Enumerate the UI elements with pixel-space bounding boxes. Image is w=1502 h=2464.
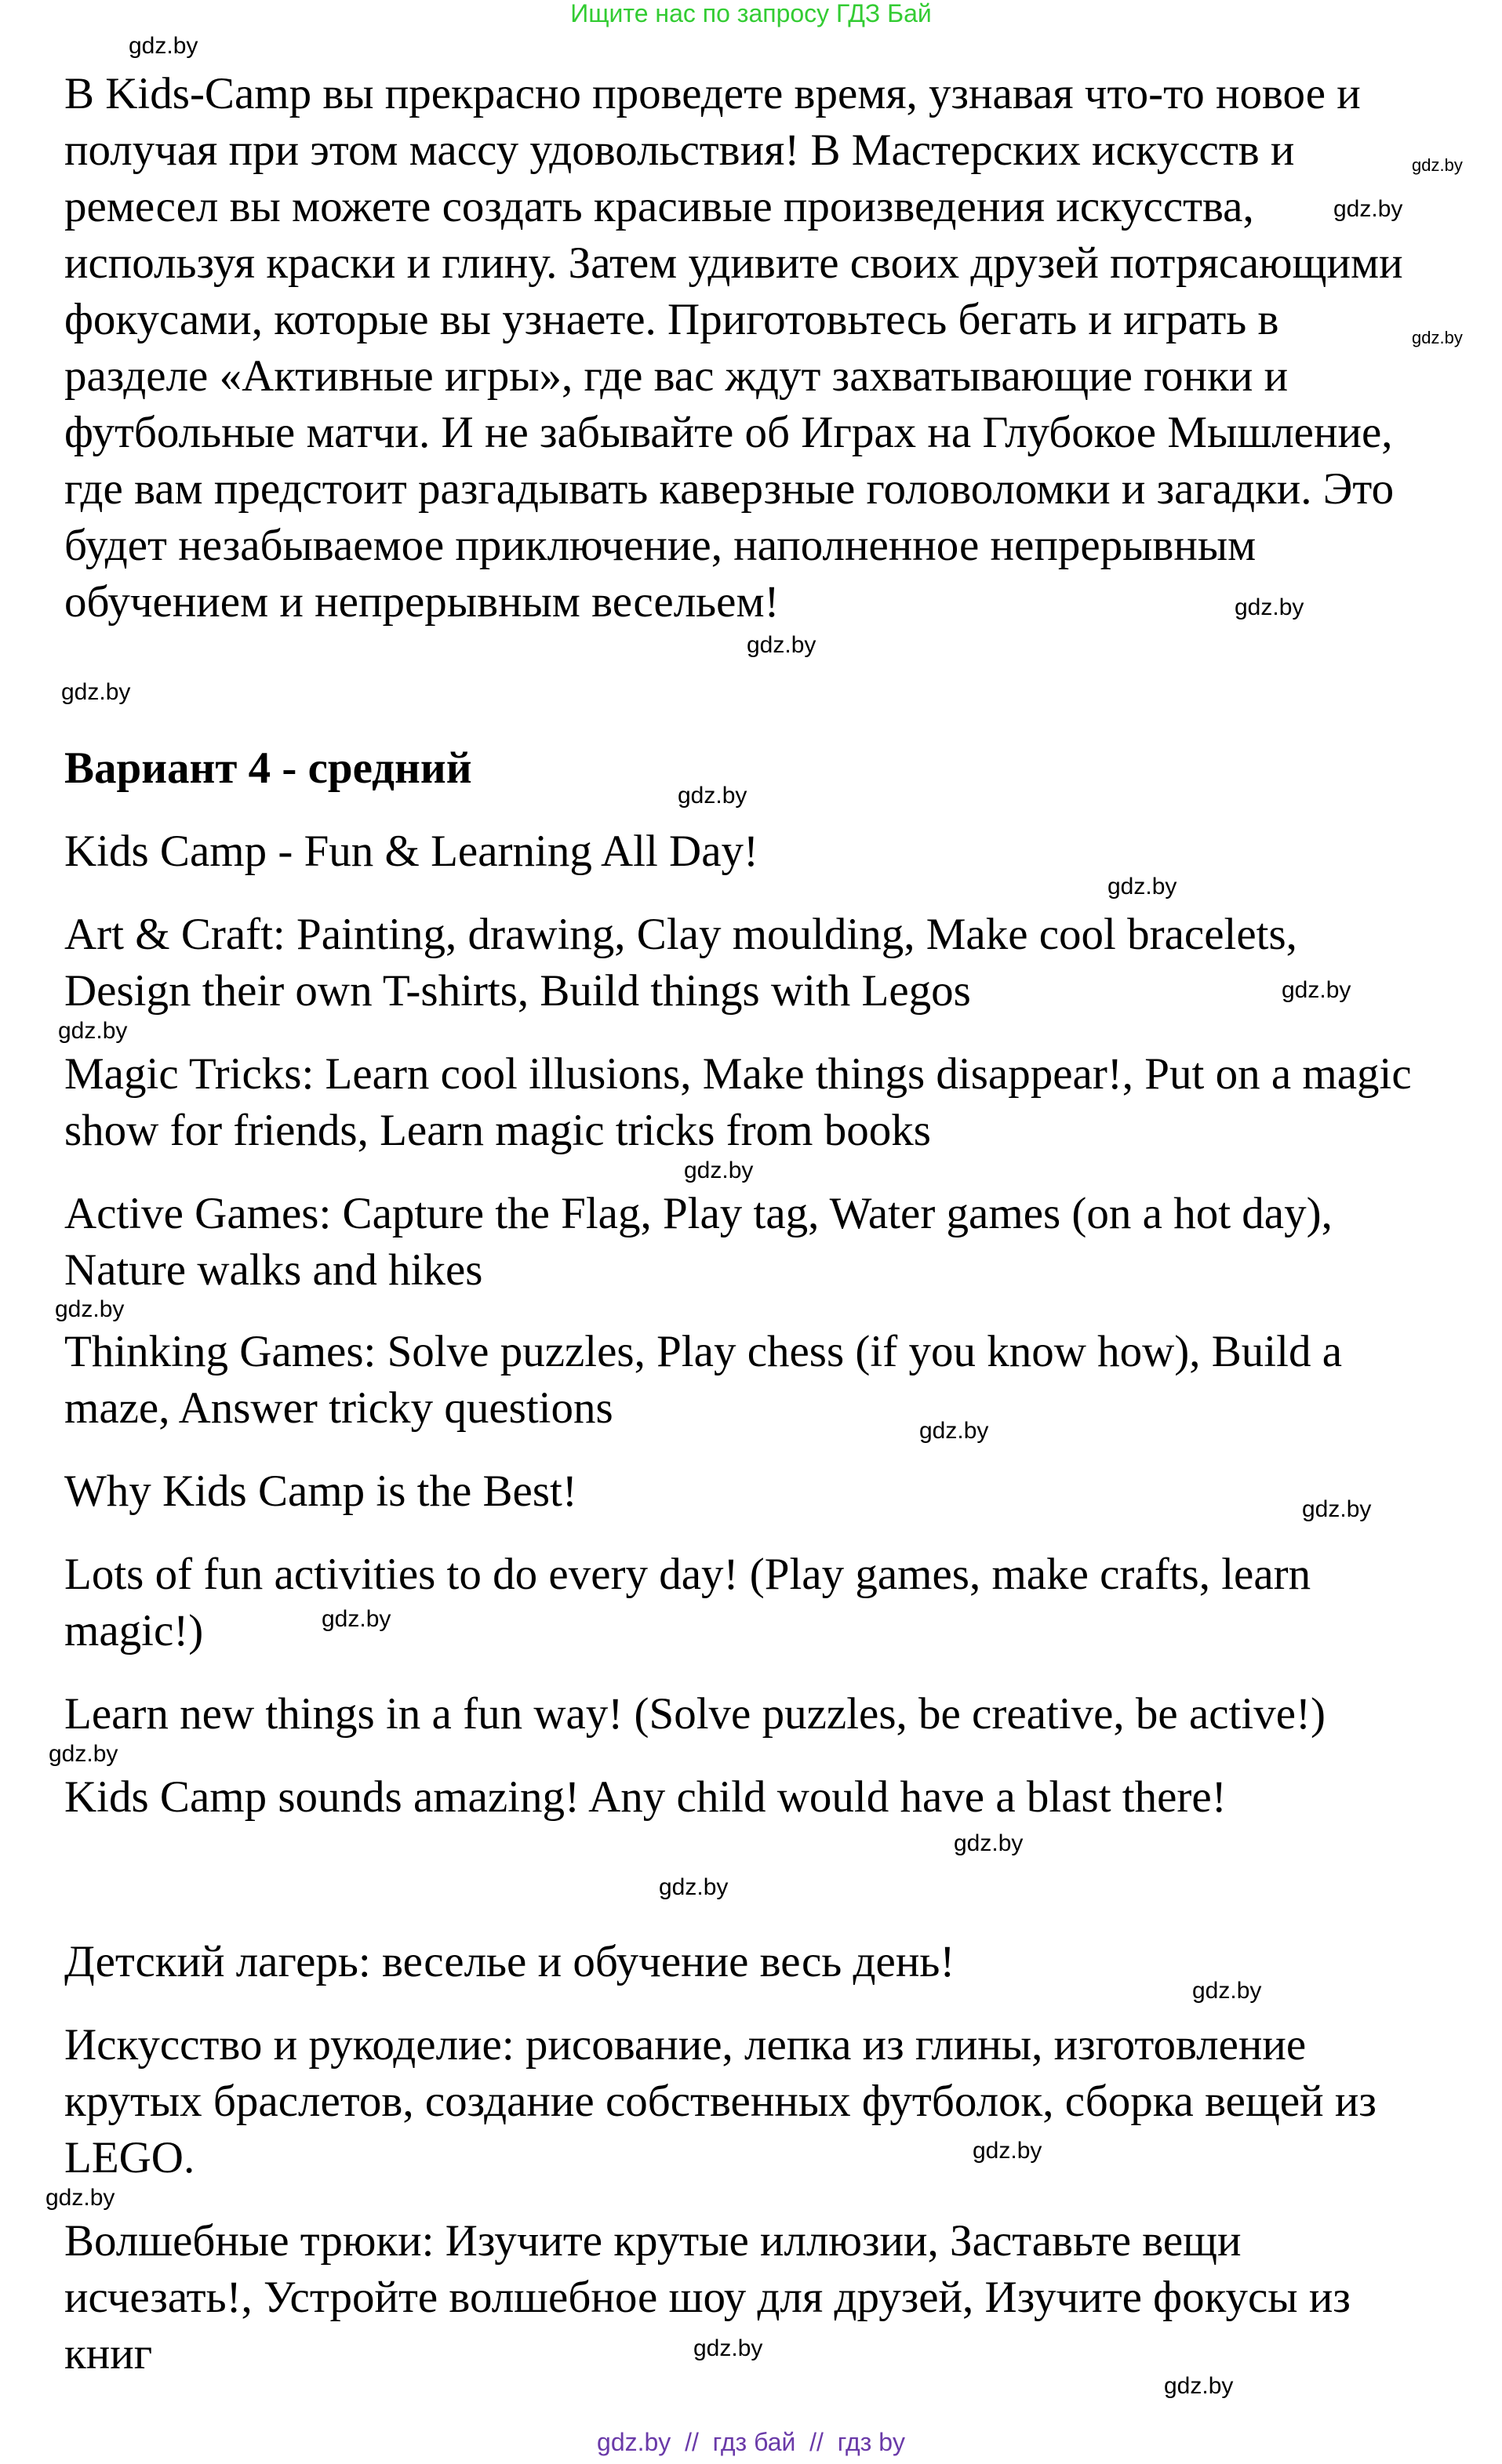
art-craft-line: Design their own T-shirts, Build things with Legos [64,966,971,1016]
watermark: gdz.by [45,2185,115,2211]
russian-magic-line: книг [64,2329,153,2379]
watermark: gdz.by [129,33,198,59]
text-line: используя краски и глину. Затем удивите своих друзей потрясающими [64,238,1403,288]
watermark: gdz.by [1333,196,1403,222]
watermark: gdz.by [1302,1496,1372,1522]
text-line: фокусами, которые вы узнаете. Приготовьтесь бегать и играть в [64,295,1279,344]
text-line: ремесел вы можете создать красивые произведения искусства, [64,182,1254,231]
watermark: gdz.by [919,1418,989,1444]
top-banner[interactable]: Ищите нас по запросу ГДЗ Бай [570,0,932,27]
magic-tricks-line: show for friends, Learn magic tricks from books [64,1106,931,1155]
watermark: gdz.by [1235,594,1304,620]
watermark: gdz.by [1107,874,1177,899]
watermark: gdz.by [684,1157,754,1183]
watermark: gdz.by [747,632,816,658]
watermark: gdz.by [1282,977,1351,1003]
thinking-games-line: Thinking Games: Solve puzzles, Play chess (if you know how), Build a [64,1327,1343,1376]
closing-line: Kids Camp sounds amazing! Any child would have a blast there! [64,1772,1227,1822]
watermark: gdz.by [55,1296,125,1322]
watermark: gdz.by [1164,2373,1234,2399]
watermark: gdz.by [1412,328,1463,347]
watermark: gdz.by [659,1874,729,1900]
text-line: футбольные матчи. И не забывайте об Играх на Глубокое Мышление, [64,408,1393,457]
watermark: gdz.by [693,2335,763,2361]
learn-line: Learn new things in a fun way! (Solve puzzles, be creative, be active!) [64,1689,1326,1739]
watermark: gdz.by [58,1018,128,1044]
text-line: разделе «Активные игры», где вас ждут захватывающие гонки и [64,351,1289,401]
russian-art-line: Искусство и рукоделие: рисование, лепка из глины, изготовление [64,2020,1307,2070]
active-games-line: Nature walks and hikes [64,1245,483,1295]
active-games-line: Active Games: Capture the Flag, Play tag, Water games (on a hot day), [64,1189,1333,1238]
text-line: где вам предстоит разгадывать каверзные головоломки и загадки. Это [64,464,1395,514]
watermark: gdz.by [973,2138,1042,2164]
english-title: Kids Camp - Fun & Learning All Day! [64,827,758,876]
russian-art-line: LEGO. [64,2133,195,2182]
text-line: обучением и непрерывным весельем! [64,577,780,627]
why-heading: Why Kids Camp is the Best! [64,1466,577,1516]
watermark: gdz.by [954,1830,1024,1856]
lots-line: Lots of fun activities to do every day! (Play games, make crafts, learn [64,1550,1311,1599]
text-line: будет незабываемое приключение, наполненное непрерывным [64,521,1257,570]
footer-links[interactable]: gdz.by // гдз бай // гдз by [597,2428,905,2456]
thinking-games-line: maze, Answer tricky questions [64,1383,613,1433]
russian-magic-line: исчезать!, Устройте волшебное шоу для друзей, Изучите фокусы из [64,2273,1351,2322]
watermark: gdz.by [1412,155,1463,175]
watermark: gdz.by [678,783,747,809]
watermark: gdz.by [61,679,131,705]
text-line: получая при этом массу удовольствия! В Мастерских искусств и [64,125,1295,175]
russian-art-line: крутых браслетов, создание собственных футболок, сборка вещей из [64,2077,1377,2126]
text-line: В Kids-Camp вы прекрасно проведете время, узнавая что-то новое и [64,69,1361,118]
lots-line: magic!) [64,1606,204,1655]
russian-magic-line: Волшебные трюки: Изучите крутые иллюзии, Заставьте вещи [64,2216,1242,2266]
magic-tricks-line: Magic Tricks: Learn cool illusions, Make things disappear!, Put on a magic [64,1049,1412,1099]
watermark: gdz.by [1192,1978,1262,2004]
variant-heading: Вариант 4 - средний [64,743,472,793]
watermark: gdz.by [49,1741,118,1767]
art-craft-line: Art & Craft: Painting, drawing, Clay moulding, Make cool bracelets, [64,910,1297,959]
russian-title: Детский лагерь: веселье и обучение весь день! [64,1937,955,1986]
watermark: gdz.by [322,1606,391,1632]
